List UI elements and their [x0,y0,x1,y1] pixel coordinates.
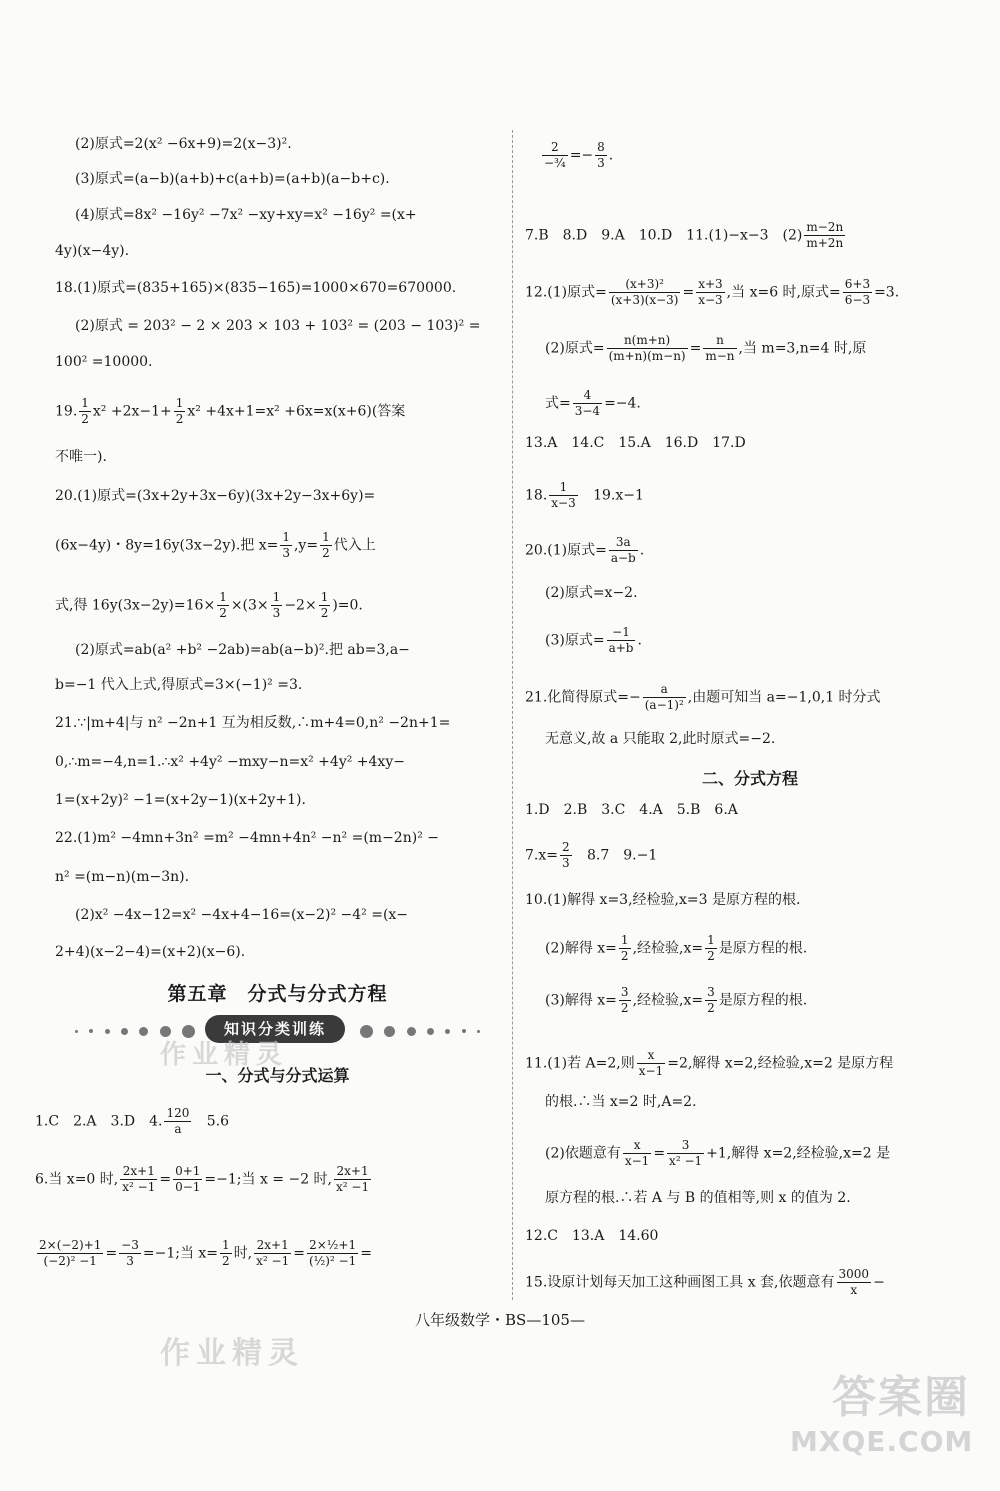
den: −¾ [544,156,566,170]
den: 3−4 [574,404,601,418]
den: 3 [126,1254,134,1268]
fraction [804,220,845,251]
fraction [837,1267,872,1298]
fraction [334,1164,371,1195]
fraction [320,530,332,561]
fraction [623,1138,651,1169]
text-line: 18.(1)原式=(835+165)×(835−165)=1000×670=670000. [55,280,457,296]
q6-line-1 [35,1164,373,1195]
q12-line-3 [545,388,641,419]
den: 2 [175,412,184,426]
fraction [607,625,636,656]
dot [105,1029,110,1034]
fraction [843,277,872,308]
text: ,经检验,x= [632,940,704,957]
text: x² +2x−1+ [92,403,172,420]
dot [139,1027,148,1036]
fraction [705,985,717,1016]
text: )=0. [332,597,363,614]
text-line: (2)x² −4x−12=x² −4x+4−16=(x−2)² −4² =(x− [75,907,409,923]
fraction [307,1238,358,1269]
text-line: b=−1 代入上式,得原式=3×(−1)² =3. [55,677,303,693]
q12-line-2 [545,333,866,364]
text-line: 13.A 14.C 15.A 16.D 17.D [525,435,746,451]
text-line: 0,∴m=−4,n=1.∴x² +4y² −mxy−n=x² +4y² +4xy− [55,754,405,770]
fraction [619,933,631,964]
den: x [850,1283,858,1297]
fraction [619,985,631,1016]
answers-line [525,840,657,871]
den: 2 [620,1001,629,1015]
num: 1 [322,530,330,544]
fraction [703,333,736,364]
fraction [549,480,577,511]
num: 2x+1 [254,1238,291,1254]
den: (m+n)(m−n) [608,349,686,363]
text: − [873,1274,885,1291]
den: a [174,1122,182,1136]
answers-line [525,480,644,511]
text: = [682,284,695,301]
dot [384,1026,395,1037]
text: −2× [284,597,317,614]
num: −1 [607,625,636,641]
fraction [173,1164,202,1195]
text-line: (4)原式=8x² −16y² −7x² −xy+xy=x² −16y² =(x+ [75,207,417,223]
den: (−2)² −1 [43,1254,97,1268]
num: 1 [282,530,290,544]
text: 20.(1)原式= [525,542,607,559]
num: 2x+1 [334,1164,371,1180]
text: (2)依题意有 [545,1145,621,1162]
text: =−1;当 x = −2 时, [204,1171,333,1188]
text-line: 100² =10000. [55,354,153,370]
num: 1 [320,590,329,604]
num: 2x+1 [120,1164,157,1180]
text-line: (2)原式=x−2. [545,585,638,601]
den: 2 [322,546,330,560]
den: x−3 [698,293,723,307]
answers-line [35,1106,229,1137]
text: (3)解得 x= [545,992,617,1009]
fraction [573,388,602,419]
text: 12.(1)原式= [525,284,607,301]
text-line: 2+4)(x−2−4)=(x+2)(x−6). [55,944,246,960]
text-line: (2)原式=2(x² −6x+9)=2(x−3)². [75,136,292,152]
text-line: 21.∵|m+4|与 n² −2n+1 互为相反数,∴m+4=0,n² −2n+1= [55,715,451,731]
text: 11.(1)若 A=2,则 [525,1055,635,1072]
text: (2)原式= [545,340,605,357]
q15-line [525,1267,885,1298]
q11-line-3 [545,1138,890,1169]
den: x−1 [624,1154,650,1168]
banner-dots-right [360,1026,480,1036]
text: =−1;当 x= [142,1245,219,1262]
text: 式= [545,395,571,412]
den: 6−3 [844,293,871,307]
num: n [703,333,736,349]
den: 2 [81,412,89,426]
q10-line-3 [545,985,807,1016]
fraction [643,682,686,713]
fraction [79,396,91,427]
fraction [595,140,607,171]
den: (½)² −1 [308,1254,357,1268]
num: (x+3)² [609,277,681,293]
dot [462,1029,466,1033]
num: 1 [707,933,715,947]
fraction [120,1164,157,1195]
text: =−4. [604,395,641,412]
chapter-title: 第五章 分式与分式方程 [167,983,388,1005]
dot [89,1029,93,1033]
column-divider [512,130,513,1300]
watermark: 作业精灵 [160,1336,304,1371]
den: (a−1)² [644,698,684,712]
fraction [174,396,186,427]
q19-line [55,396,405,427]
num: 1 [219,590,227,604]
den: x² −1 [256,1254,290,1268]
num: 3 [620,985,629,999]
num: 2×½+1 [307,1238,358,1254]
page-footer: 八年级数学・BS—105— [415,1311,585,1329]
den: 3 [597,156,605,170]
text-line: 1.D 2.B 3.C 4.A 5.B 6.A [525,802,738,818]
text-line: n² =(m−n)(m−3n). [55,869,190,885]
den: 2 [222,1254,230,1268]
text: 8.7 9.−1 [586,847,658,864]
fraction [637,1048,665,1079]
text-line: (2)原式=ab(a² +b² −2ab)=ab(a−b)².把 ab=3,a− [75,642,410,658]
num: −3 [121,1238,139,1252]
fraction [220,1238,232,1269]
text: 21.化简得原式=− [525,689,641,706]
section-title: 一、分式与分式运算 [205,1066,350,1085]
dot [477,1030,480,1033]
fraction [164,1106,191,1137]
den: x² −1 [336,1180,370,1194]
num: n(m+n) [607,333,688,349]
den: 2 [219,606,227,620]
num: 120 [166,1106,190,1120]
text: +1,解得 x=2,经检验,x=2 是 [706,1145,891,1162]
dot [360,1025,373,1038]
fraction [609,535,638,566]
fraction [271,590,283,621]
den: 2 [707,949,715,963]
text: = [159,1171,172,1188]
num: x+3 [698,277,723,291]
text: (3)原式= [545,632,605,649]
fraction [560,840,572,871]
num: 2 [542,140,568,156]
text: 是原方程的根. [718,940,808,957]
dot [427,1028,434,1035]
site-logo [790,1361,974,1471]
text: ,当 x=6 时,原式= [726,284,841,301]
q11-line-1 [525,1048,893,1079]
fraction [607,333,688,364]
text: 18. [525,487,548,504]
text: = [293,1245,305,1262]
num: 1 [175,396,184,410]
q20-line-1: 20.(1)原式= $\frac{3a}{a-b}$ . [525,535,645,565]
den: (x+3)(x−3) [610,293,679,307]
text-line: 20.(1)原式=(3x+2y+3x−6y)(3x+2y−3x+6y)= [55,488,376,504]
text-line: (3)原式=(a−b)(a+b)+c(a+b)=(a+b)(a−b+c). [75,171,390,187]
num: m−2n [806,220,844,234]
fraction [37,1238,103,1269]
text: ,由题可知当 a=−1,0,1 时分式 [687,689,881,706]
num: 3 [667,1138,704,1154]
text: = [689,340,702,357]
text: 1.C 2.A 3.D 4. [35,1113,163,1130]
num: 1 [222,1238,230,1252]
text: 式,得 16y(3x−2y)=16× [55,597,216,614]
text: =− [569,147,594,164]
den: 2 [320,606,329,620]
text: 7.B 8.D 9.A 10.D 11.(1)−x−3 (2) [525,227,803,244]
num: 3 [707,985,715,999]
text: = [653,1145,666,1162]
section-title: 二、分式方程 [701,769,798,788]
logo-text: 答案圈 [832,1372,970,1423]
num: 1 [549,480,577,496]
den: m+2n [806,236,844,250]
den: 3 [561,856,570,870]
den: 2 [620,949,629,963]
q20-line-3: (3)原式= $\frac{-1}{a+b}$ . [545,625,642,655]
dot [445,1029,450,1034]
text-line: 无意义,故 a 只能取 2,此时原式=−2. [545,731,776,747]
fraction [667,1138,704,1169]
text-line: 不唯一). [55,449,107,465]
den: x−1 [638,1064,664,1078]
dot [121,1028,128,1035]
text: ×(3× [230,597,269,614]
q20-line-3 [55,590,363,621]
num: 2×(−2)+1 [39,1238,102,1252]
den: 0−1 [175,1180,201,1194]
text: (2)解得 x= [545,940,617,957]
banner-label: 知识分类训练 [205,1015,345,1043]
text: 5.6 [206,1113,230,1130]
den: a−b [610,551,636,565]
text: 7.x= [525,847,558,864]
text: 19.x−1 [593,487,644,504]
den: m−n [705,349,735,363]
text: x² +4x+1=x² +6x=x(x+6)(答案 [187,403,406,420]
answers-line [525,220,847,251]
fraction [705,933,717,964]
fraction [609,277,681,308]
num: 3a [609,535,638,551]
dot [407,1027,416,1036]
continued-eq: $\frac{2}{\text{−¾}}$ =− $\frac{8}{3}$ . [544,140,614,170]
num: 0+1 [175,1164,201,1178]
logo-url: MXQE.COM [790,1425,974,1458]
num: x [623,1138,651,1154]
num: 2 [561,840,570,854]
text: 19. [55,403,78,420]
q10-line-2 [545,933,807,964]
den: 3 [282,546,290,560]
text: ,y= [293,537,319,554]
text-line: 1=(x+2y)² −1=(x+2y−1)(x+2y+1). [55,792,306,808]
num: 4 [573,388,602,404]
num: x [637,1048,665,1064]
fraction [696,277,724,308]
num: 8 [597,140,605,154]
text-line: 原方程的根.∴若 A 与 B 的值相等,则 x 的值为 2. [545,1190,851,1206]
num: 3000 [838,1267,870,1281]
num: 1 [81,396,89,410]
den: 3 [272,606,281,620]
den: x−3 [551,496,576,510]
text: 是原方程的根. [718,992,808,1009]
q6-line-2: $\frac{2\times(-2)+1}{\text{(−2)² −1}}$ = $\frac{-3}{3}$ =−1;当 x= $\frac{1}{2}$ 时, $\frac{2x+1}{\text{x² −1}}$ = $\frac{\text{2×½+1}}{\text{(½)² −1}}$ = [39,1238,373,1268]
num: 1 [620,933,629,947]
text: 代入上 [333,537,376,554]
text-line: (2)原式 = 203² − 2 × 203 × 103 + 103² = (203 − 103)² = [75,318,481,334]
text-line: 12.C 13.A 14.60 [525,1228,659,1244]
text: =3. [874,284,900,301]
q21-line-1 [525,682,881,713]
den: 2 [707,1001,715,1015]
text: (6x−4y)・8y=16y(3x−2y).把 x= [55,537,279,554]
text-line: 的根.∴当 x=2 时,A=2. [545,1094,697,1110]
text: ,经检验,x= [632,992,704,1009]
q20-line-2 [55,530,376,561]
fraction [542,140,568,171]
fraction [319,590,331,621]
q12-line-1 [525,277,899,308]
den: a+b [608,641,634,655]
text: 15.设原计划每天加工这种画图工具 x 套,依题意有 [525,1274,835,1291]
den: x² −1 [669,1154,703,1168]
den: x² −1 [122,1180,156,1194]
text: =2,解得 x=2,经检验,x=2 是原方程 [667,1055,894,1072]
dot [75,1030,78,1033]
text-line: 10.(1)解得 x=3,经检验,x=3 是原方程的根. [525,892,801,908]
fraction [254,1238,291,1269]
text-line: 4y)(x−4y). [55,243,130,259]
text: 6.当 x=0 时, [35,1171,119,1188]
text-line: 22.(1)m² −4mn+3n² =m² −4mn+4n² −n² =(m−2n)² − [55,830,439,846]
num: 6+3 [844,277,871,291]
watermark: 作业精灵 [160,1040,289,1070]
num: a [643,682,686,698]
text: 时, [233,1245,253,1262]
fraction [119,1238,141,1269]
fraction [217,590,229,621]
text: ,当 m=3,n=4 时,原 [738,340,867,357]
num: 1 [272,590,281,604]
fraction [280,530,292,561]
